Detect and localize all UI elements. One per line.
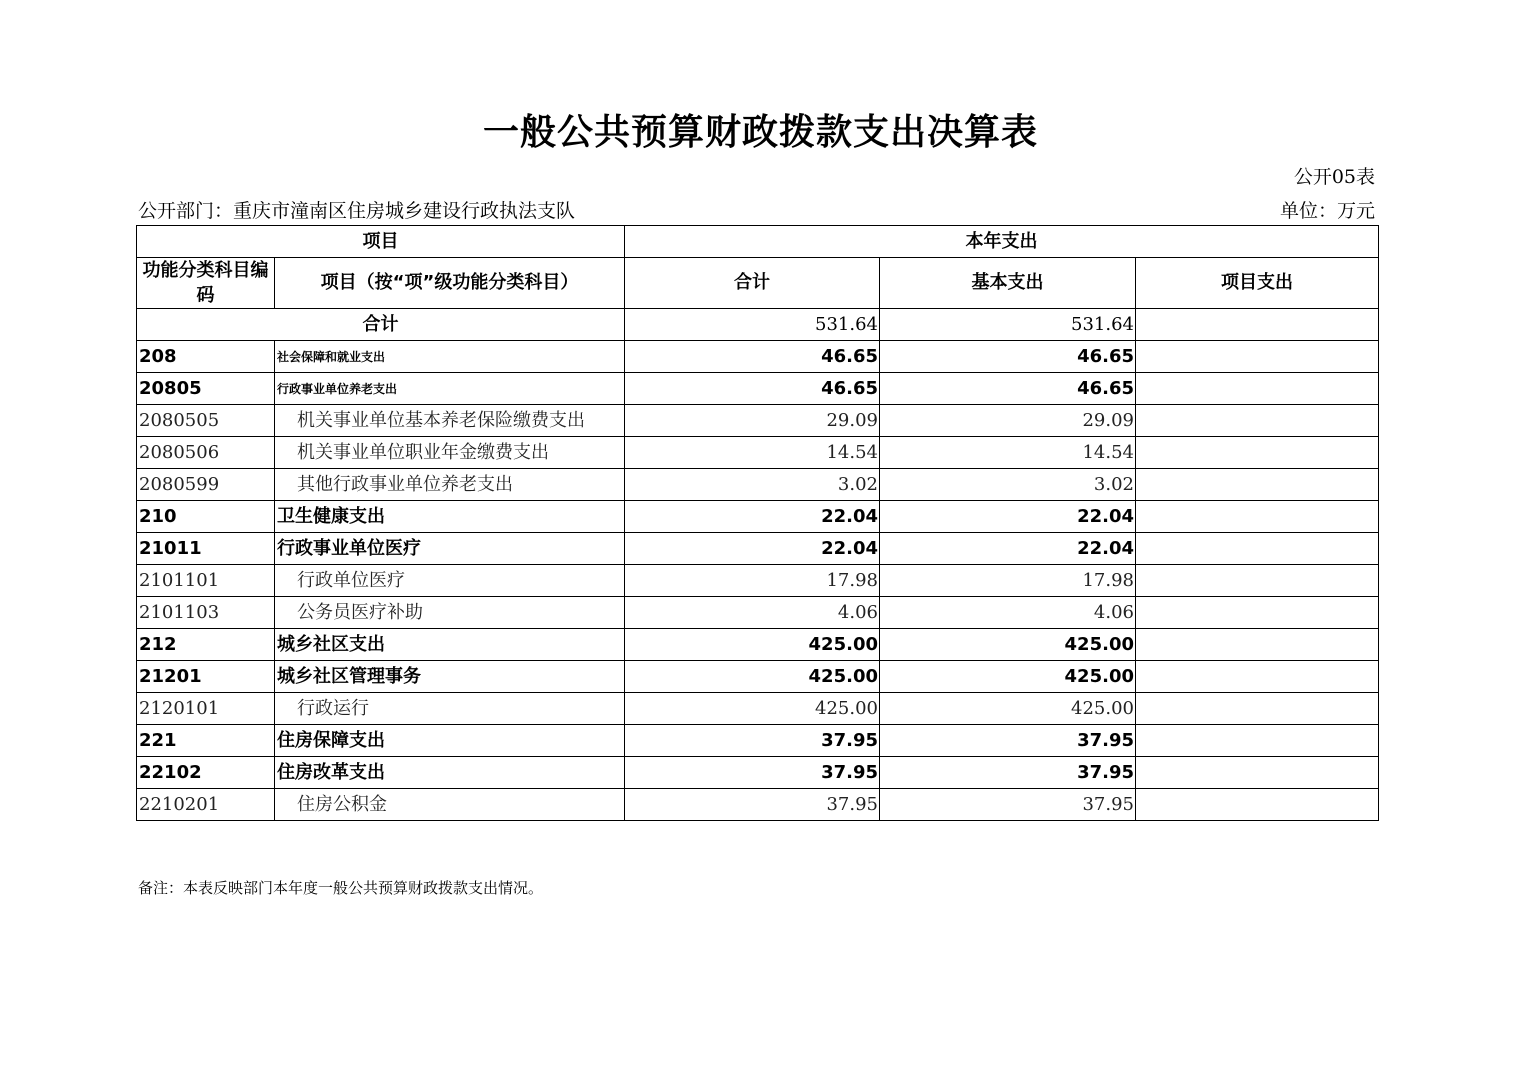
row-total: 3.02 — [625, 469, 880, 501]
table-row — [137, 341, 1379, 373]
row-name: 机关事业单位职业年金缴费支出 — [275, 437, 625, 469]
header-row-1 — [137, 226, 1379, 258]
total-basic: 531.64 — [880, 309, 1136, 341]
row-basic: 46.65 — [880, 373, 1136, 405]
row-code: 210 — [137, 501, 275, 533]
table-row — [137, 757, 1379, 789]
row-name: 行政事业单位养老支出 — [275, 373, 625, 405]
row-basic: 22.04 — [880, 501, 1136, 533]
row-name: 城乡社区管理事务 — [275, 661, 625, 693]
total-amount: 531.64 — [625, 309, 880, 341]
row-total: 37.95 — [625, 725, 880, 757]
row-basic: 425.00 — [880, 661, 1136, 693]
header-total: 合计 — [625, 258, 880, 309]
row-name: 住房公积金 — [275, 789, 625, 821]
row-basic: 14.54 — [880, 437, 1136, 469]
table-row — [137, 565, 1379, 597]
table-row — [137, 469, 1379, 501]
row-code: 221 — [137, 725, 275, 757]
row-code: 2210201 — [137, 789, 275, 821]
row-project — [1136, 533, 1379, 565]
row-name: 行政事业单位医疗 — [275, 533, 625, 565]
row-code: 21201 — [137, 661, 275, 693]
row-basic: 37.95 — [880, 757, 1136, 789]
header-code: 功能分类科目编码 — [137, 258, 275, 309]
row-project — [1136, 341, 1379, 373]
row-total: 29.09 — [625, 405, 880, 437]
header-current-year: 本年支出 — [625, 226, 1379, 258]
expenditure-table — [136, 225, 1379, 821]
row-basic: 46.65 — [880, 341, 1136, 373]
row-code: 20805 — [137, 373, 275, 405]
row-total: 4.06 — [625, 597, 880, 629]
row-basic: 425.00 — [880, 693, 1136, 725]
row-basic: 22.04 — [880, 533, 1136, 565]
row-code: 21011 — [137, 533, 275, 565]
row-project — [1136, 437, 1379, 469]
row-basic: 425.00 — [880, 629, 1136, 661]
table-row — [137, 629, 1379, 661]
row-total: 425.00 — [625, 693, 880, 725]
row-code: 2080506 — [137, 437, 275, 469]
row-code: 2101101 — [137, 565, 275, 597]
row-basic: 4.06 — [880, 597, 1136, 629]
row-total: 425.00 — [625, 629, 880, 661]
header-row-2 — [137, 258, 1379, 309]
row-project — [1136, 789, 1379, 821]
document-title: 一般公共预算财政拨款支出决算表 — [482, 112, 1038, 153]
table-row — [137, 405, 1379, 437]
row-code: 2101103 — [137, 597, 275, 629]
header-project: 项目 — [137, 226, 625, 258]
header-basic: 基本支出 — [880, 258, 1136, 309]
header-project-expenditure: 项目支出 — [1136, 258, 1379, 309]
row-total: 22.04 — [625, 533, 880, 565]
total-row — [137, 309, 1379, 341]
row-project — [1136, 725, 1379, 757]
row-project — [1136, 405, 1379, 437]
row-basic: 29.09 — [880, 405, 1136, 437]
row-code: 2120101 — [137, 693, 275, 725]
row-name: 机关事业单位基本养老保险缴费支出 — [275, 405, 625, 437]
row-total: 17.98 — [625, 565, 880, 597]
row-project — [1136, 661, 1379, 693]
table-row — [137, 789, 1379, 821]
row-name: 行政运行 — [275, 693, 625, 725]
row-basic: 17.98 — [880, 565, 1136, 597]
row-total: 425.00 — [625, 661, 880, 693]
row-basic: 37.95 — [880, 725, 1136, 757]
row-project — [1136, 597, 1379, 629]
row-code: 212 — [137, 629, 275, 661]
row-total: 22.04 — [625, 501, 880, 533]
row-total: 46.65 — [625, 341, 880, 373]
total-label: 合计 — [137, 309, 625, 341]
row-project — [1136, 373, 1379, 405]
table-row — [137, 597, 1379, 629]
header-name: 项目（按“项”级功能分类科目） — [275, 258, 625, 309]
table-row — [137, 725, 1379, 757]
row-project — [1136, 469, 1379, 501]
row-code: 22102 — [137, 757, 275, 789]
table-row — [137, 501, 1379, 533]
table-row — [137, 437, 1379, 469]
table-row — [137, 533, 1379, 565]
row-name: 其他行政事业单位养老支出 — [275, 469, 625, 501]
table-number: 公开05表 — [1293, 166, 1375, 188]
row-code: 2080599 — [137, 469, 275, 501]
row-name: 行政单位医疗 — [275, 565, 625, 597]
row-code: 2080505 — [137, 405, 275, 437]
row-name: 城乡社区支出 — [275, 629, 625, 661]
department-label: 公开部门：重庆市潼南区住房城乡建设行政执法支队 — [138, 200, 576, 222]
row-basic: 3.02 — [880, 469, 1136, 501]
row-total: 37.95 — [625, 789, 880, 821]
unit-label: 单位：万元 — [1279, 200, 1375, 222]
row-total: 14.54 — [625, 437, 880, 469]
total-project — [1136, 309, 1379, 341]
row-total: 37.95 — [625, 757, 880, 789]
row-project — [1136, 693, 1379, 725]
row-name: 卫生健康支出 — [275, 501, 625, 533]
row-basic: 37.95 — [880, 789, 1136, 821]
row-name: 公务员医疗补助 — [275, 597, 625, 629]
table-row — [137, 693, 1379, 725]
row-name: 住房改革支出 — [275, 757, 625, 789]
row-project — [1136, 565, 1379, 597]
row-project — [1136, 757, 1379, 789]
row-code: 208 — [137, 341, 275, 373]
row-total: 46.65 — [625, 373, 880, 405]
row-name: 社会保障和就业支出 — [275, 341, 625, 373]
row-name: 住房保障支出 — [275, 725, 625, 757]
row-project — [1136, 501, 1379, 533]
row-project — [1136, 629, 1379, 661]
table-row — [137, 661, 1379, 693]
table-row — [137, 373, 1379, 405]
footnote: 备注：本表反映部门本年度一般公共预算财政拨款支出情况。 — [138, 879, 544, 897]
